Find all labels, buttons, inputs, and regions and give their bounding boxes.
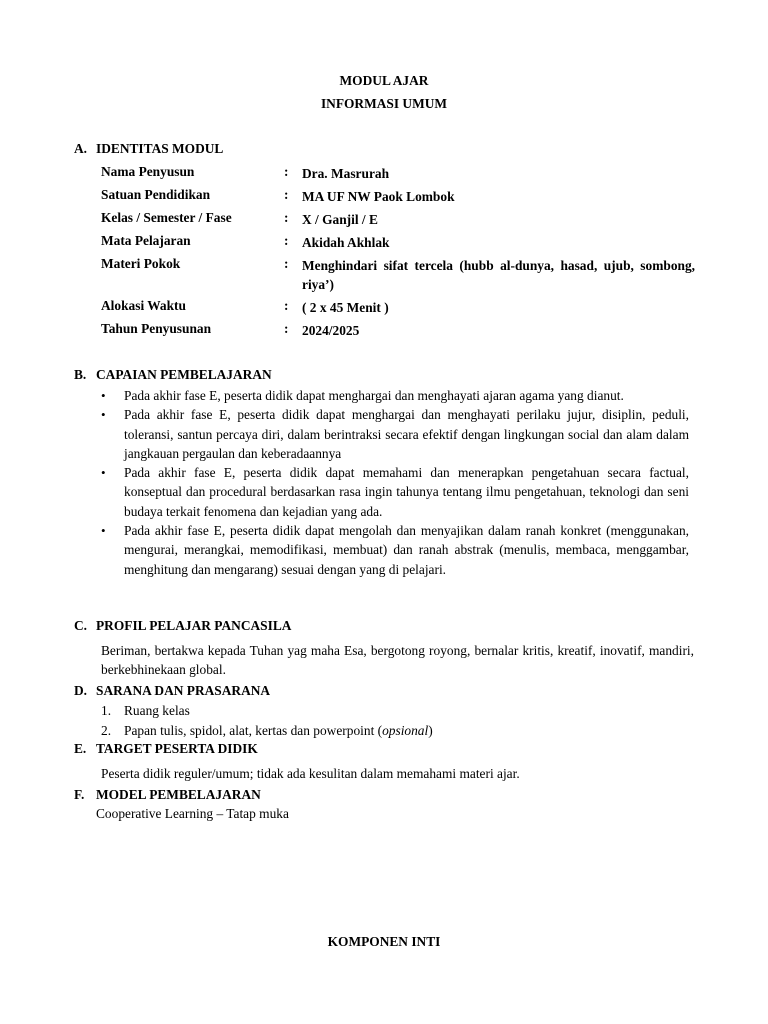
section-title: TARGET PESERTA DIDIK — [96, 741, 258, 756]
list-item-suffix: ) — [428, 722, 433, 738]
section-letter: D. — [74, 683, 88, 698]
section-title: CAPAIAN PEMBELAJARAN — [96, 367, 272, 382]
identity-label: Kelas / Semester / Fase — [101, 210, 232, 225]
identity-label: Tahun Penyusunan — [101, 321, 212, 336]
identity-colon: : — [284, 187, 289, 202]
list-item — [101, 405, 689, 463]
facilities-list — [101, 701, 691, 740]
learning-outcomes-list — [101, 386, 689, 579]
identity-colon: : — [284, 256, 289, 271]
bullet-icon: • — [101, 523, 106, 539]
identity-label: Materi Pokok — [101, 256, 181, 271]
section-e-heading — [74, 741, 258, 757]
list-item — [101, 701, 691, 721]
section-f-heading — [74, 787, 261, 803]
section-d-heading — [74, 683, 270, 699]
identity-colon: : — [284, 233, 289, 248]
section-letter: F. — [74, 787, 85, 802]
list-item-text: Ruang kelas — [124, 703, 190, 718]
list-item — [101, 521, 689, 579]
identity-colon: : — [284, 210, 289, 225]
identity-label: Mata Pelajaran — [101, 233, 191, 248]
bullet-icon: • — [101, 465, 106, 481]
list-item-text: Pada akhir fase E, peserta didik dapat menghargai dan menghayati ajaran agama yang dianut. — [124, 388, 624, 403]
identity-label: Alokasi Waktu — [101, 298, 186, 313]
identity-colon: : — [284, 321, 289, 336]
identity-value: X / Ganjil / E — [302, 212, 378, 227]
bullet-icon: • — [101, 388, 106, 403]
section-letter: B. — [74, 367, 87, 382]
section-title: SARANA DAN PRASARANA — [96, 683, 271, 698]
target-students-text: Peserta didik reguler/umum; tidak ada kesulitan dalam memahami materi ajar. — [101, 766, 520, 781]
document-subtitle: INFORMASI UMUM — [320, 96, 448, 111]
list-item-text: Pada akhir fase E, peserta didik dapat mengolah dan menyajikan dalam ranah konkret (menggunakan, mengurai, merangkai, memodifikasi, membuat) dan ranah abstrak (menulis, membaca, menggambar, menghitung dan mengarang) sesuai dengan yang di pelajari. — [124, 523, 689, 577]
list-item — [101, 386, 689, 405]
document-title: MODUL AJAR — [339, 73, 429, 88]
section-letter: E. — [74, 741, 87, 756]
core-components-title: KOMPONEN INTI — [327, 934, 441, 949]
learning-model-text: Cooperative Learning – Tatap muka — [96, 806, 289, 821]
identity-colon: : — [284, 298, 289, 313]
section-title: IDENTITAS MODUL — [96, 141, 224, 156]
identity-value: Dra. Masrurah — [302, 166, 390, 181]
list-item — [101, 721, 691, 741]
identity-label: Satuan Pendidikan — [101, 187, 211, 202]
section-title: MODEL PEMBELAJARAN — [96, 787, 261, 802]
section-a-heading — [74, 141, 223, 157]
section-b-heading — [74, 367, 272, 383]
identity-value: MA UF NW Paok Lombok — [302, 189, 455, 204]
list-item — [101, 463, 689, 521]
list-item-italic: opsional — [382, 722, 429, 738]
list-item-text: Papan tulis, spidol, alat, kertas dan powerpoint ( — [124, 722, 383, 738]
list-item-text: Pada akhir fase E, peserta didik dapat menghargai dan menghayati perilaku jujur, disiplin, peduli, toleransi, santun percaya diri, dalam berintraksi secara efektif dengan lingkungan social dan alam dalam jangkauan pergaulan dan keberadaannya — [124, 407, 689, 461]
identity-label: Nama Penyusun — [101, 164, 195, 179]
section-letter: C. — [74, 618, 88, 633]
identity-value: ( 2 x 45 Menit ) — [302, 300, 389, 315]
section-c-heading — [74, 618, 291, 634]
bullet-icon: • — [101, 407, 106, 423]
pancasila-profile-text: Beriman, bertakwa kepada Tuhan yag maha Esa, bergotong royong, bernalar kritis, kreatif, inovatif, mandiri, berkebhinekaan global. — [101, 643, 694, 678]
identity-colon: : — [284, 164, 289, 179]
list-item-text: Pada akhir fase E, peserta didik dapat memahami dan menerapkan pengetahuan secara factual, konseptual dan procedural berdasarkan rasa ingin tahunya tentang ilmu pengetahuan, teknologi dan seni budaya terkait fenomena dan kejadian yang ada. — [124, 465, 689, 519]
identity-value: Akidah Akhlak — [302, 235, 390, 250]
section-letter: A. — [74, 141, 88, 156]
identity-value: Menghindari sifat tercela (hubb al-dunya, hasad, ujub, sombong, riya’) — [302, 258, 695, 292]
list-number: 1. — [101, 703, 112, 718]
list-number: 2. — [101, 722, 112, 738]
section-title: PROFIL PELAJAR PANCASILA — [96, 618, 292, 633]
identity-value: 2024/2025 — [302, 323, 360, 338]
